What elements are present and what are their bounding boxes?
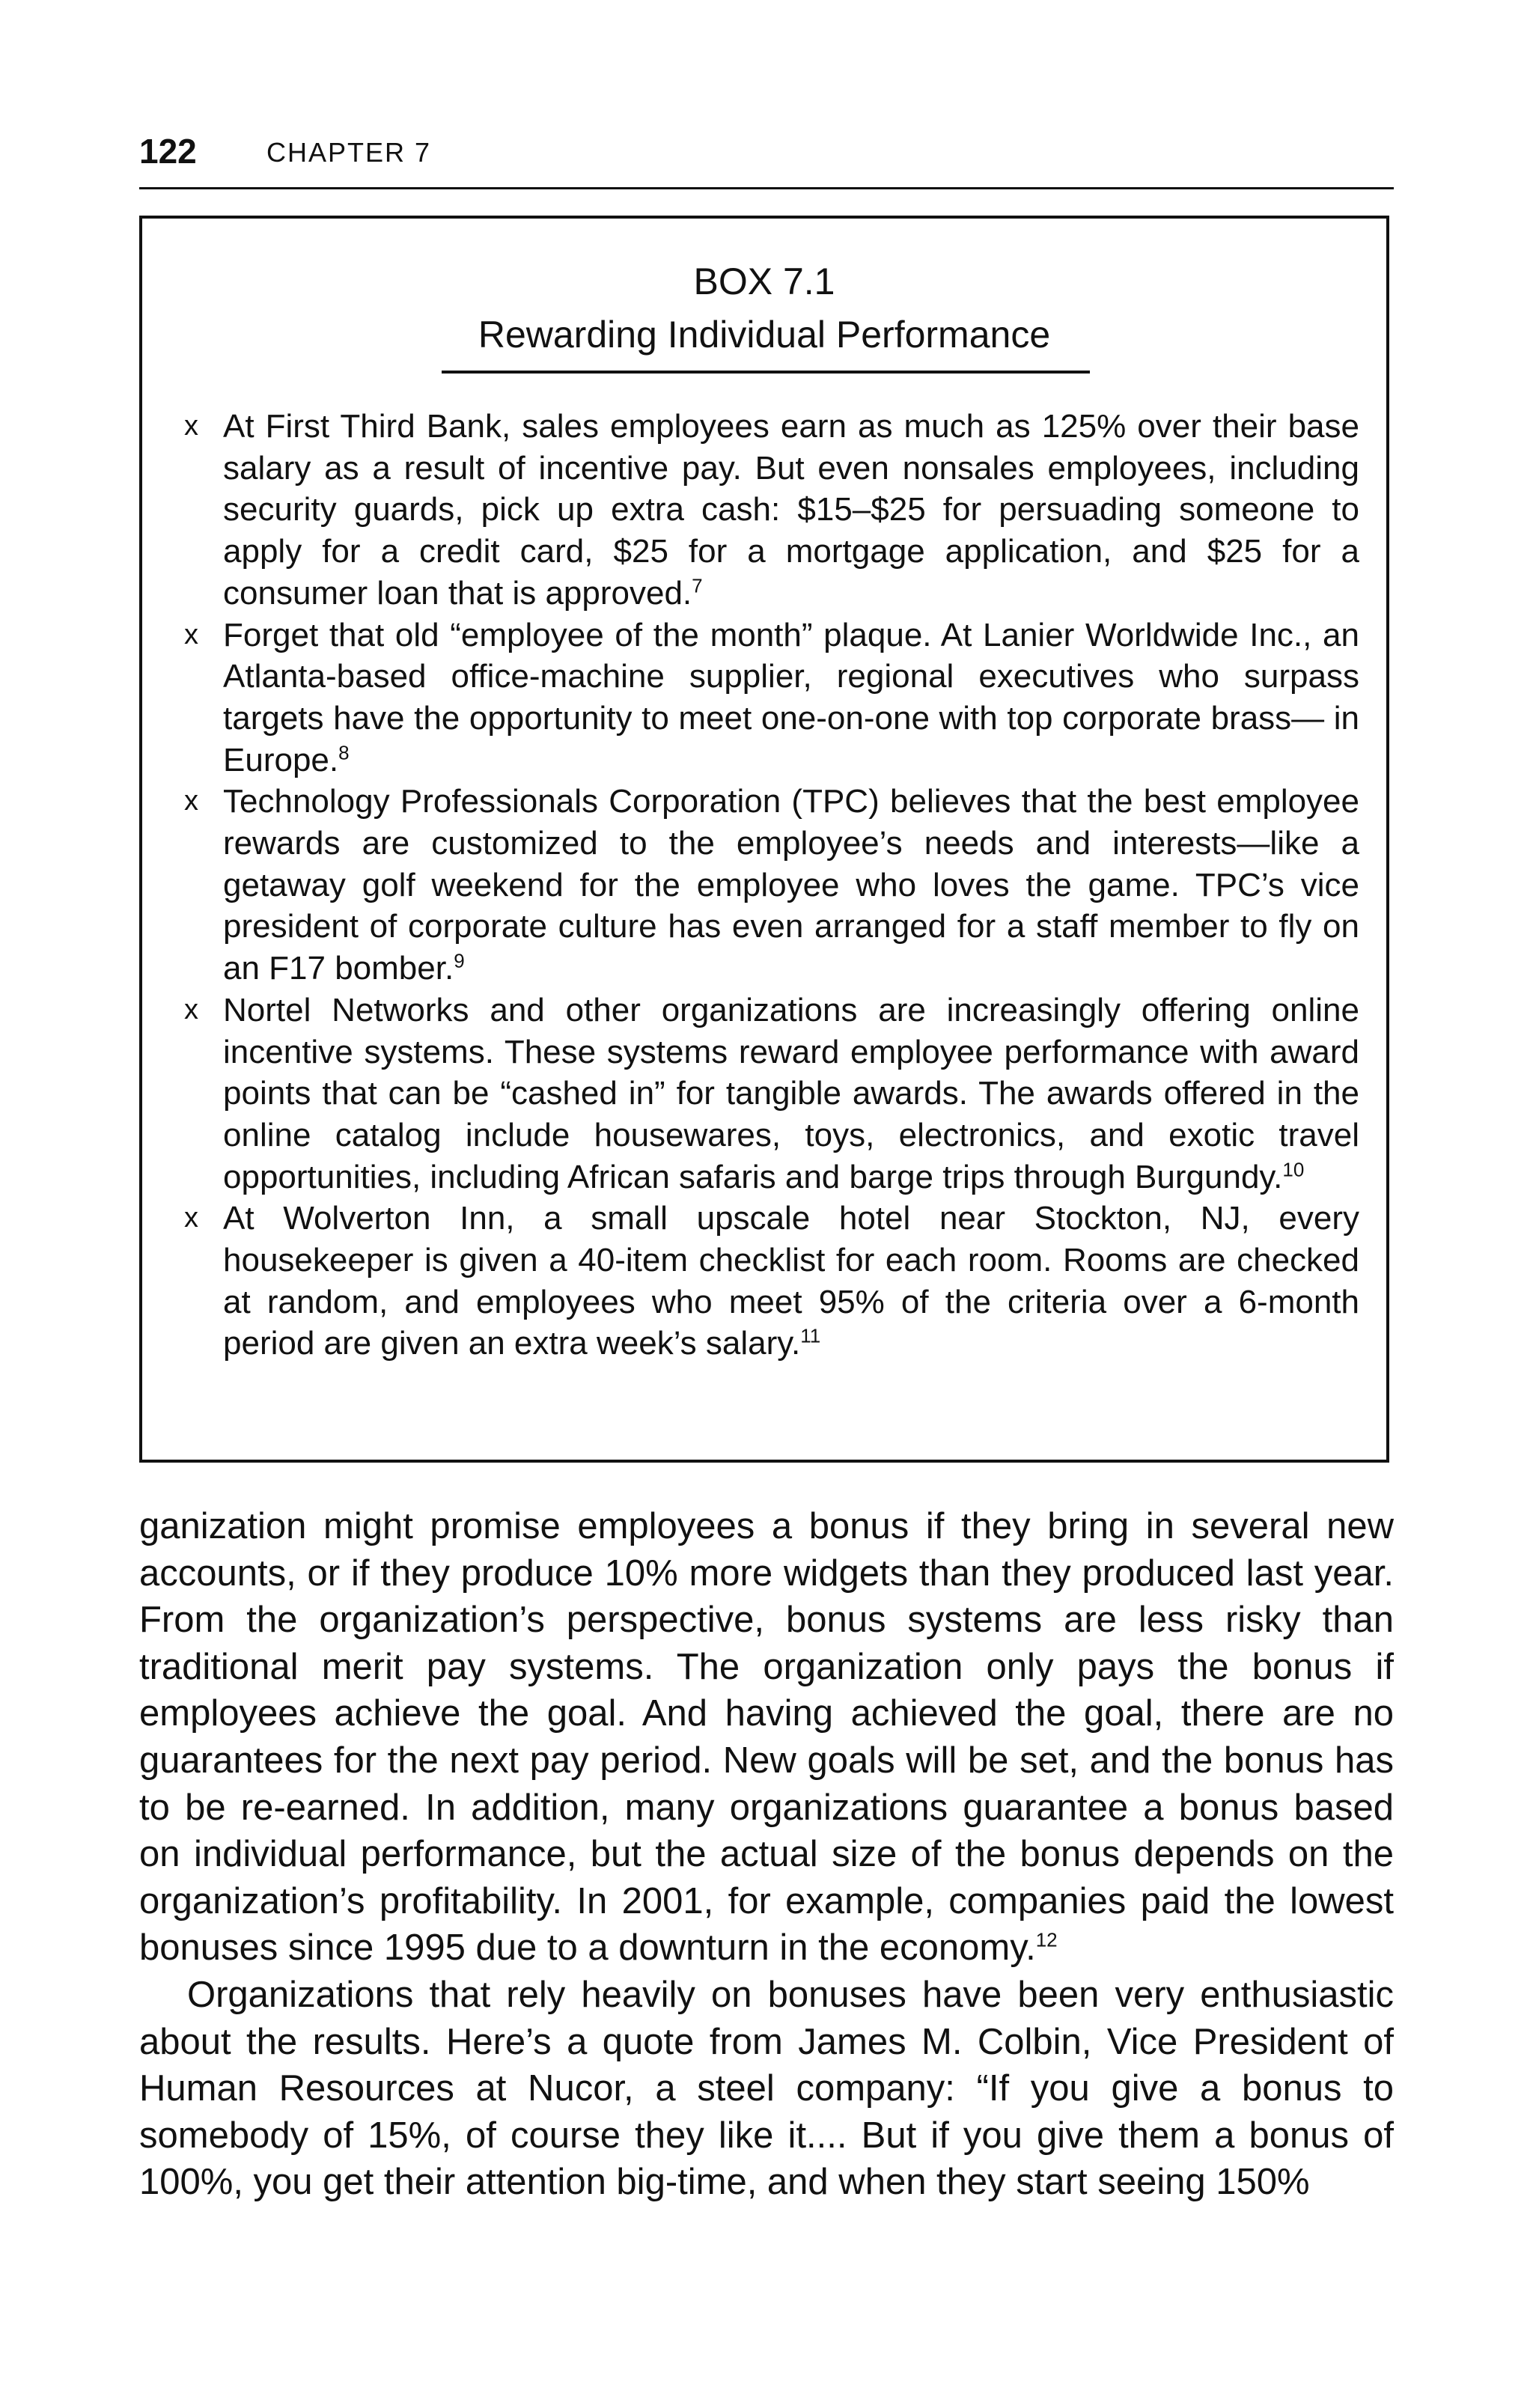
box-item bbox=[184, 1198, 1359, 1365]
box-item bbox=[184, 406, 1359, 615]
box-item-list bbox=[184, 406, 1359, 1365]
bullet-x-icon: x bbox=[184, 785, 198, 817]
body-paragraph-text: ganization might promise employees a bonus if they bring in several new accounts, or if they produce 10% more widgets than they produced last year. From the organization’s perspective, bonus systems are less risky than traditional merit pay systems. The organization only pays the bonus if employees achieve the goal. And having achieved the goal, there are no guarantees for the next pay period. New goals will be set, and the bonus has to be re-earned. In addition, many organizations guarantee a bonus based on individual performance, but the actual size of the bonus depends on the organization’s profitability. In 2001, for example, companies paid the lowest bonuses since 1995 due to a downturn in the economy. bbox=[139, 1506, 1394, 1969]
header-rule bbox=[139, 187, 1394, 189]
box-title-rule bbox=[442, 371, 1090, 374]
body-paragraph-text: Organizations that rely heavily on bonuses have been very enthusiastic about the results. Here’s a quote from James M. Colbin, Vice President of Human Resources at Nucor, a steel company: “If you give a bonus to somebody of 15%, of course they like it.... But if you give them a bonus of 100%, you get their attention big-time, and when they start seeing 150% bbox=[139, 1974, 1394, 2203]
footnote-ref: 12 bbox=[1035, 1929, 1058, 1952]
bullet-x-icon: x bbox=[184, 410, 198, 442]
page-header bbox=[139, 131, 1394, 191]
footnote-ref: 11 bbox=[800, 1324, 821, 1347]
box-item-text: At Wolverton Inn, a small upscale hotel near Stockton, NJ, every housekeeper is given a 40-item checklist for each room. Rooms are checked at random, and employees who meet 95% of the criteria over a 6-month period are given an extra week’s salary. bbox=[223, 1200, 1359, 1362]
body-paragraph bbox=[139, 1503, 1394, 1972]
footnote-ref: 7 bbox=[692, 574, 703, 597]
bullet-x-icon: x bbox=[184, 993, 198, 1025]
bullet-x-icon: x bbox=[184, 1202, 198, 1234]
box-item-text: At First Third Bank, sales employees earn as much as 125% over their base salary as a result of incentive pay. But even nonsales employees, including security guards, pick up extra cash: $15–$25 for persuading someone to apply for a credit card, $25 for a mortgage application, and $25 for a consumer loan that is approved. bbox=[223, 408, 1359, 612]
footnote-ref: 8 bbox=[338, 740, 350, 763]
box-item-text: Nortel Networks and other organizations are increasingly offering online incentive systems. These systems reward employee performance with award points that can be “cashed in” for tangible awards. The awards offered in the online catalog include housewares, toys, electronics, and exotic travel opportunities, including African safaris and barge trips through Burgundy. bbox=[223, 991, 1359, 1195]
footnote-ref: 10 bbox=[1282, 1158, 1305, 1180]
footnote-ref: 9 bbox=[454, 949, 465, 972]
box-item-text: Forget that old “employee of the month” plaque. At Lanier Worldwide Inc., an Atlanta-based office-machine supplier, regional executives who surpass targets have the opportunity to meet one-on-one with top corporate brass— in Europe. bbox=[223, 616, 1359, 778]
box-item bbox=[184, 781, 1359, 990]
body-paragraph bbox=[139, 1972, 1394, 2206]
box-item-text: Technology Professionals Corporation (TPC) believes that the best employee rewards are customized to the employee’s needs and interests—like a getaway golf weekend for the employee who loves the game. TPC’s vice president of corporate culture has even arranged for a staff member to fly on an F17 bomber. bbox=[223, 783, 1359, 987]
box-item bbox=[184, 990, 1359, 1198]
bullet-x-icon: x bbox=[184, 618, 198, 650]
body-text bbox=[139, 1503, 1394, 2206]
box-7-1 bbox=[139, 216, 1389, 1463]
box-title: Rewarding Individual Performance bbox=[478, 314, 1051, 356]
box-item bbox=[184, 615, 1359, 781]
box-label: BOX 7.1 bbox=[693, 260, 835, 302]
running-head: CHAPTER 7 bbox=[266, 137, 432, 168]
page-number: 122 bbox=[139, 132, 197, 171]
